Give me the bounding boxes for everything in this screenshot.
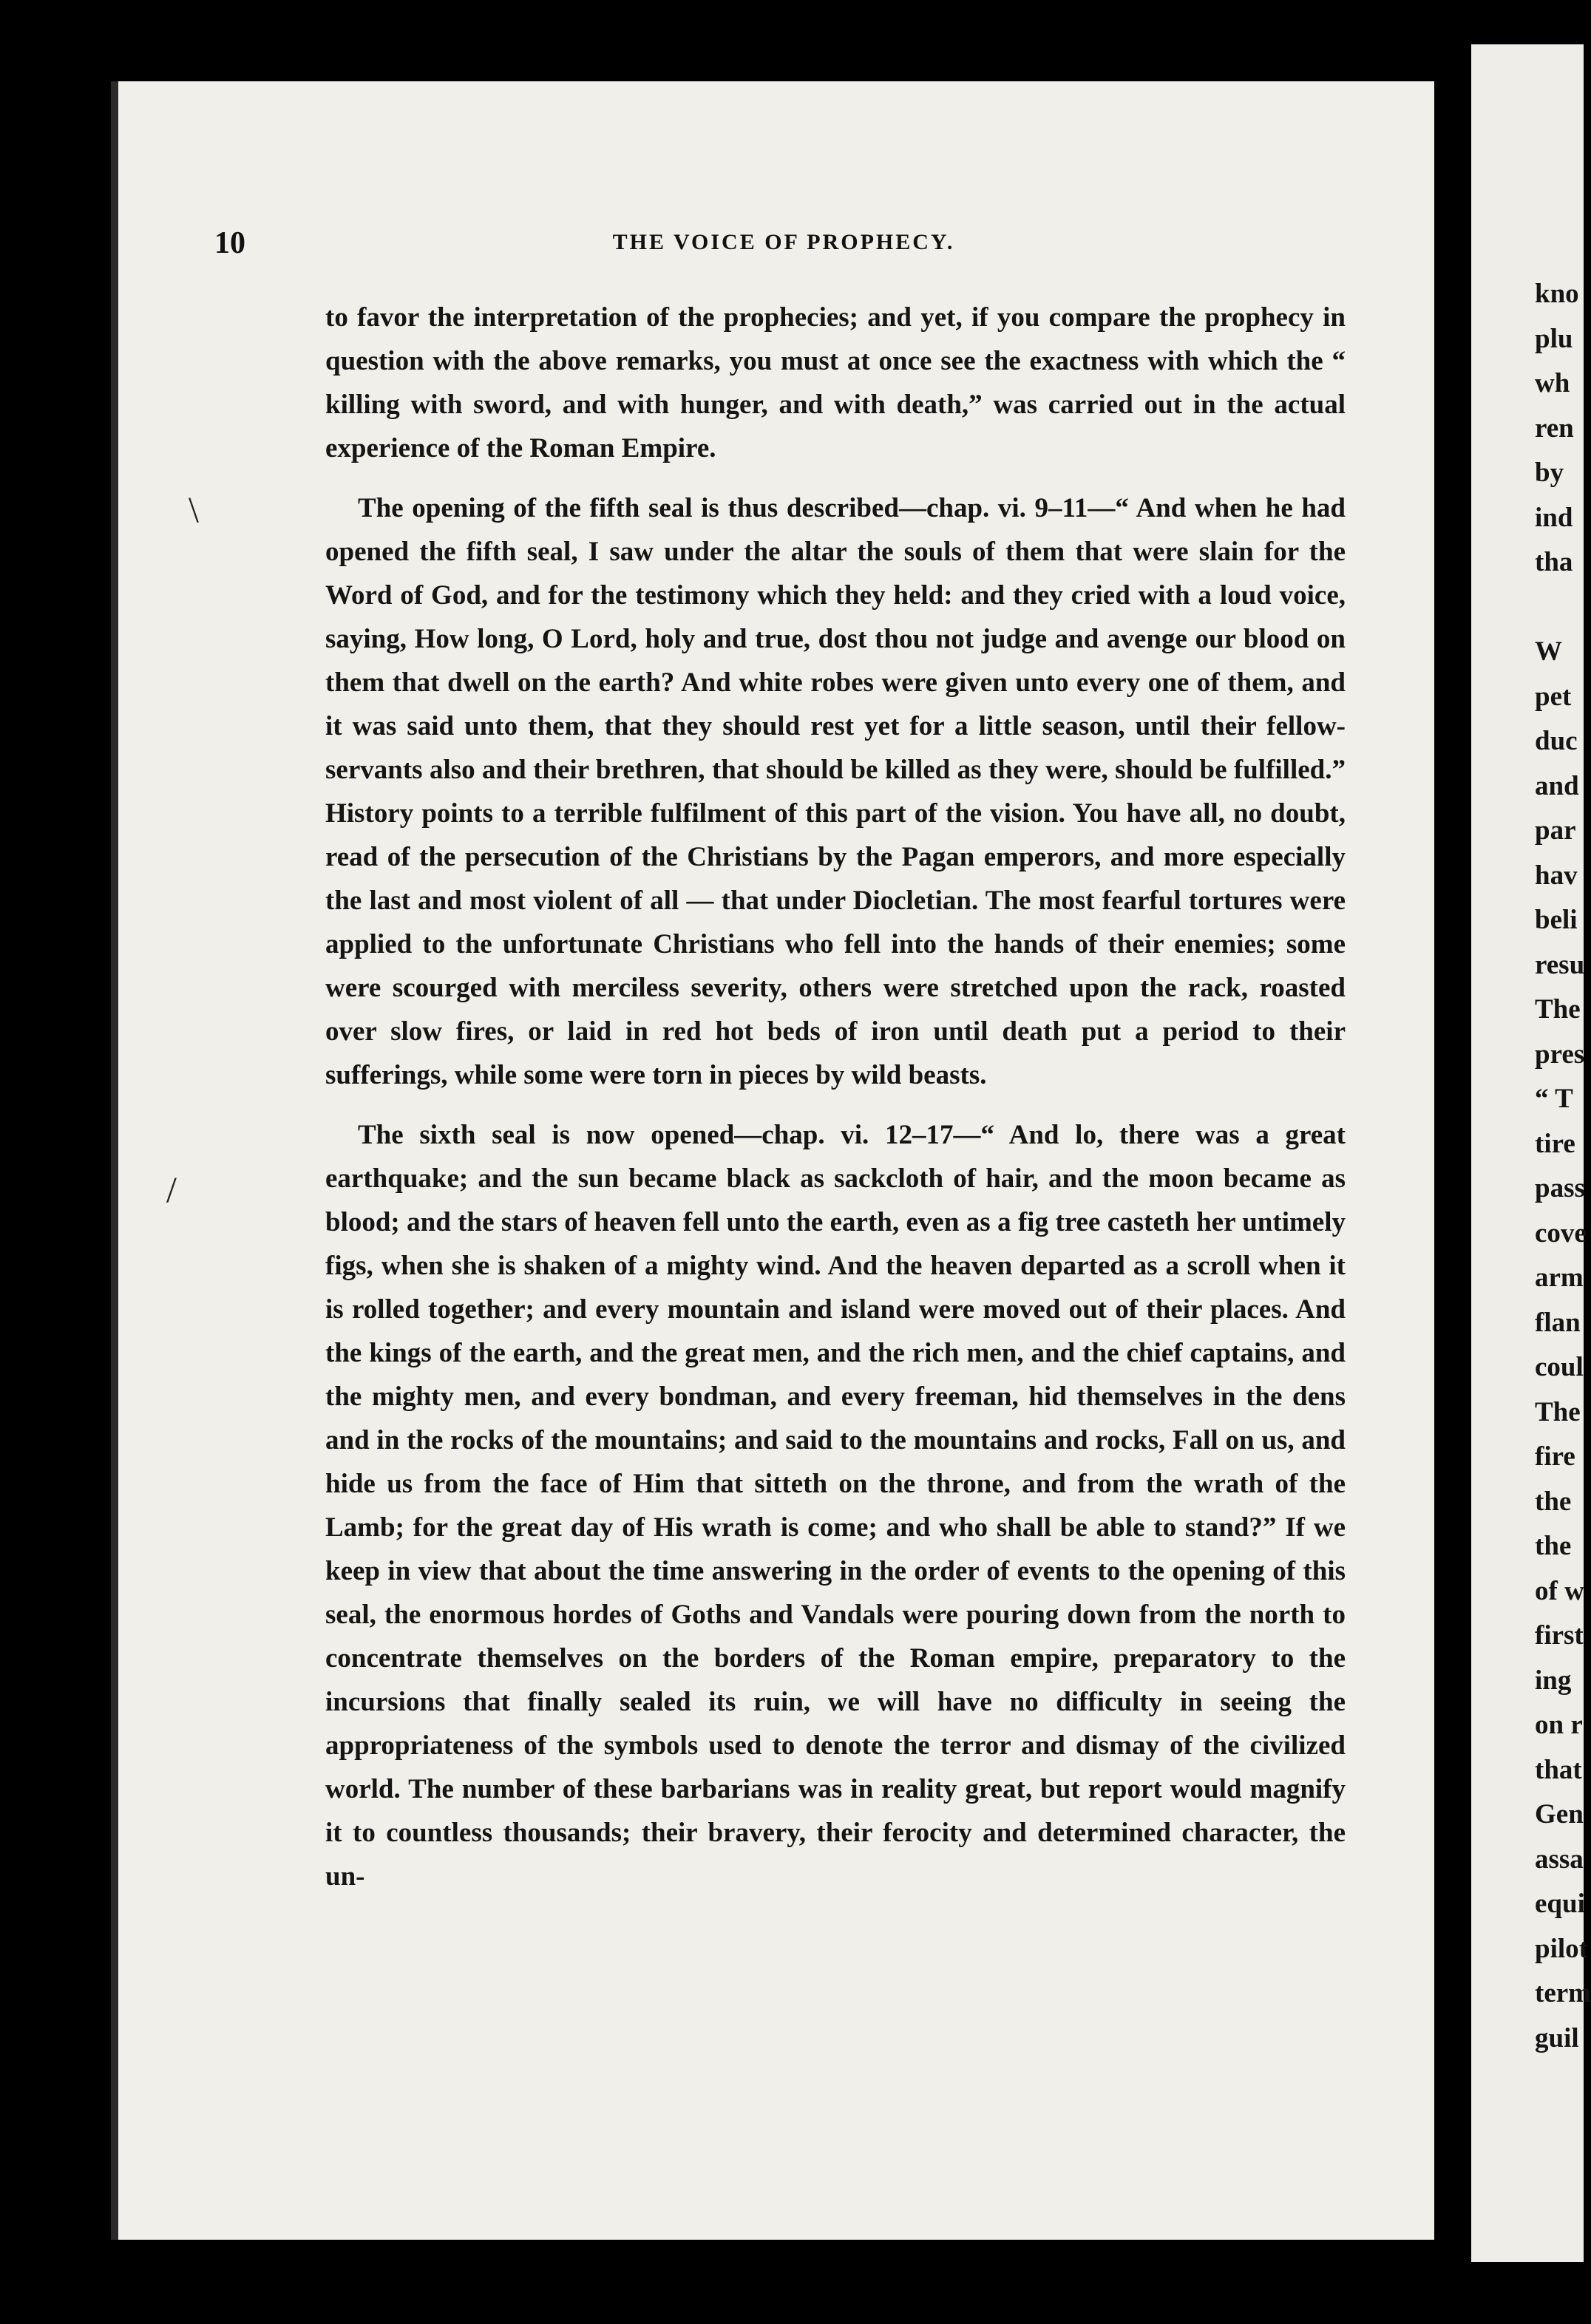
fragment-line: pres bbox=[1535, 1039, 1585, 1070]
fragment-line: kno bbox=[1535, 279, 1579, 309]
fragment-line: hav bbox=[1535, 860, 1578, 891]
paragraph-sixth-seal: The sixth seal is now opened—chap. vi. 12–17—“ And lo, there was a great earthquake; and the sun became black as sackcloth of hair, and the moon became as blood; and the stars of heaven fell unto the earth, even as a fig tree casteth her untimely figs, when she is shaken of a mighty wind. And the heaven departed as a scroll when it is rolled together; and every mountain and island were moved out of their places. And the kings of the earth, and the great men, and the rich men, and the chief captains, and the mighty men, and every bondman, and every freeman, hid themselves in the dens and in the rocks of the mountains; and said to the mountains and rocks, Fall on us, and hide us from the face of Him that sitteth on the throne, and from the wrath of the Lamb; for the great day of His wrath is come; and who shall be able to stand?” If we keep in view that about the time answering in the order of events to the opening of this seal, the enormous hordes of Goths and Vandals were pouring down from the north to concentrate themselves on the borders of the Roman empire, preparatory to the incursions that finally sealed its ruin, we will have no difficulty in seeing the appropriateness of the symbols used to denote the terror and dismay of the civilized world. The number of these barbarians was in reality great, but report would magnify it to countless thousands; their bravery, their ferocity and determined character, the un- bbox=[325, 1120, 1346, 1892]
fragment-line: W bbox=[1535, 636, 1562, 667]
fragment-line: the bbox=[1535, 1486, 1572, 1517]
fragment-line: pass bbox=[1535, 1173, 1585, 1203]
fragment-line: ind bbox=[1535, 502, 1573, 533]
fragment-line: equi bbox=[1535, 1889, 1585, 1919]
fragment-line: ing bbox=[1535, 1665, 1572, 1696]
fragment-line: The bbox=[1535, 1396, 1581, 1427]
fragment-line: that bbox=[1535, 1754, 1582, 1785]
fragment-line: guil bbox=[1535, 2022, 1579, 2053]
running-title: THE VOICE OF PROPHECY. bbox=[612, 230, 955, 254]
fragment-line: cove bbox=[1535, 1217, 1587, 1248]
fragment-line: beli bbox=[1535, 905, 1578, 935]
fragment-line: of w bbox=[1535, 1575, 1584, 1606]
fragment-line: and bbox=[1535, 770, 1579, 801]
fragment-line: resu bbox=[1535, 949, 1585, 980]
fragment-line: ren bbox=[1535, 412, 1574, 444]
fragment-line: par bbox=[1535, 815, 1576, 846]
fragment-line: flan bbox=[1535, 1307, 1581, 1338]
right-page-text-fragments bbox=[1535, 272, 1591, 2061]
fragment-line: first bbox=[1535, 1620, 1584, 1651]
margin-pencil-mark: / bbox=[166, 1169, 177, 1210]
margin-pencil-mark: \ bbox=[189, 489, 199, 530]
fragment-line: The bbox=[1535, 994, 1581, 1025]
fragment-line: pet bbox=[1535, 681, 1572, 712]
fragment-line: “ T bbox=[1535, 1084, 1573, 1114]
fragment-line: assa bbox=[1535, 1844, 1584, 1875]
page-number: 10 bbox=[214, 226, 245, 260]
fragment-line: Gen bbox=[1535, 1799, 1584, 1829]
page-header bbox=[214, 225, 1353, 267]
fragment-line: fire bbox=[1535, 1441, 1575, 1472]
fragment-line: tire bbox=[1535, 1128, 1575, 1159]
fragment-line: the bbox=[1535, 1531, 1572, 1561]
fragment-line: tha bbox=[1535, 547, 1573, 577]
fragment-line: by bbox=[1535, 458, 1564, 488]
fragment-line: plu bbox=[1535, 323, 1573, 354]
fragment-line: term bbox=[1535, 1978, 1591, 2008]
fragment-line: duc bbox=[1535, 726, 1578, 756]
fragment-line: arm bbox=[1535, 1263, 1584, 1293]
fragment-line bbox=[1535, 585, 1584, 631]
fragment-line: coul bbox=[1535, 1352, 1584, 1382]
page-body bbox=[325, 296, 1346, 1914]
fragment-line: pilot bbox=[1535, 1933, 1588, 1964]
paragraph-fifth-seal: The opening of the fifth seal is thus described—chap. vi. 9–11—“ And when he had opened the fifth seal, I saw under the altar the souls of them that were slain for the Word of God, and for the testimony which they held: and they cried with a loud voice, saying, How long, O Lord, holy and true, dost thou not judge and avenge our blood on them that dwell on the earth? And white robes were given unto every one of them, and it was said unto them, that they should rest yet for a little season, until their fellow-servants also and their brethren, that should be killed as they were, should be fulfilled.” History points to a terrible fulfilment of this part of the vision. You have all, no doubt, read of the persecution of the Christians by the Pagan emperors, and more especially the last and most violent of all — that under Diocletian. The most fearful tortures were applied to the unfortunate Christians who fell into the hands of their enemies; some were scourged with merciless severity, others were stretched upon the rack, roasted over slow fires, or laid in red hot beds of iron until death put a period to their sufferings, while some were torn in pieces by wild beasts. bbox=[325, 493, 1346, 1090]
paragraph-continued: to favor the interpretation of the prophecies; and yet, if you compare the prophecy in question with the above remarks, you must at once see the exactness with which the “ killing with sword, and with hunger, and with death,” was carried out in the actual experience of the Roman Empire. bbox=[325, 302, 1346, 463]
fragment-line: on r bbox=[1535, 1710, 1583, 1740]
fragment-line: wh bbox=[1535, 368, 1570, 398]
